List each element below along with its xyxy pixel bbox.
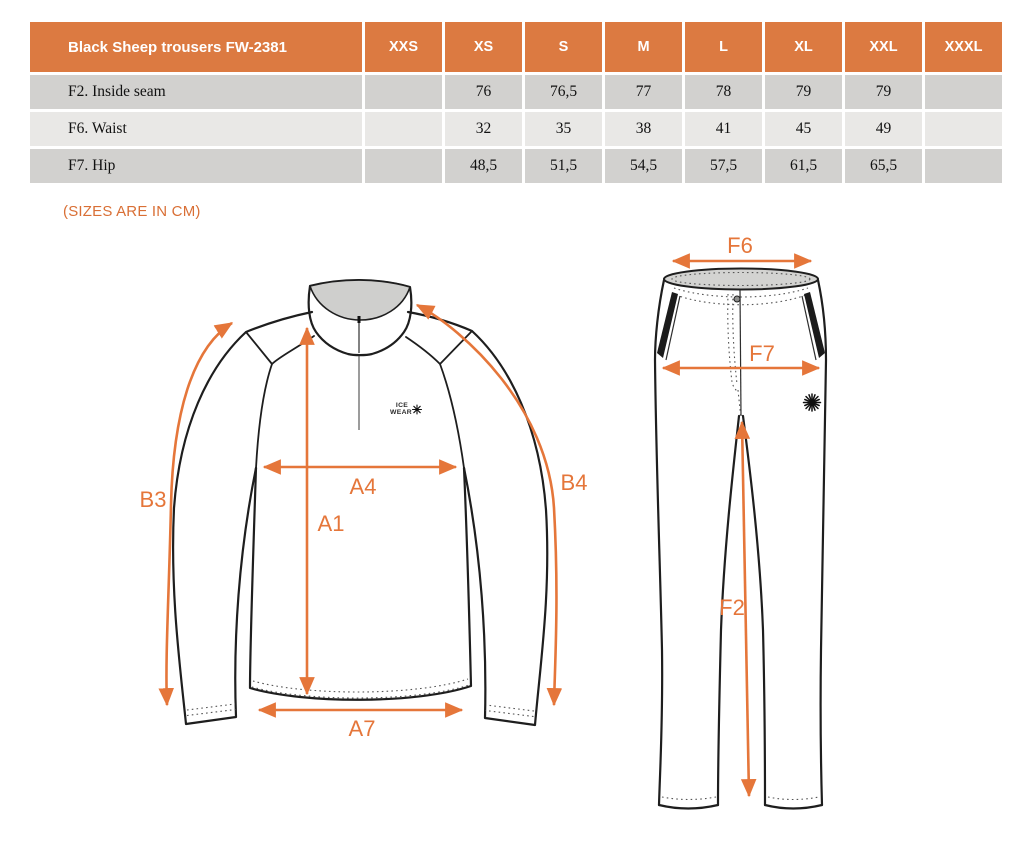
size-header-s: S [525, 22, 602, 72]
size-header-xxl: XXL [845, 22, 922, 72]
waist-button [734, 296, 740, 302]
size-header-xl: XL [765, 22, 842, 72]
shirt-measurement-diagram [120, 260, 620, 760]
logo-line2: WEAR [390, 409, 412, 416]
logo-line1: ICE [395, 402, 409, 409]
table-row-inside-seam [30, 75, 1002, 109]
arrow-b3 [166, 323, 232, 705]
cell-inside-seam-xxxl [925, 75, 1002, 109]
label-a4: A4 [349, 474, 377, 499]
shirt-outline [173, 280, 547, 725]
cell-waist-xl: 45 [765, 112, 842, 146]
icewear-logo [390, 402, 421, 416]
row-label-inside-seam: F2. Inside seam [30, 75, 362, 109]
cell-hip-s: 51,5 [525, 149, 602, 183]
size-header-l: L [685, 22, 762, 72]
cell-hip-xs: 48,5 [445, 149, 522, 183]
cell-waist-xxl: 49 [845, 112, 922, 146]
arrow-b4 [417, 305, 556, 705]
cell-inside-seam-m: 77 [605, 75, 682, 109]
cell-inside-seam-l: 78 [685, 75, 762, 109]
table-header-row [30, 22, 1002, 72]
row-label-hip: F7. Hip [30, 149, 362, 183]
cell-hip-xxl: 65,5 [845, 149, 922, 183]
size-table [27, 19, 1005, 186]
size-header-xs: XS [445, 22, 522, 72]
cell-waist-m: 38 [605, 112, 682, 146]
trousers-measure-arrows [663, 233, 819, 796]
cell-waist-xxxl [925, 112, 1002, 146]
cell-waist-xxs [365, 112, 442, 146]
sizes-note: (SIZES ARE IN CM) [63, 203, 201, 220]
trousers-snowflake-icon [804, 394, 821, 411]
size-header-m: M [605, 22, 682, 72]
label-f6: F6 [727, 233, 753, 258]
label-a7: A7 [348, 716, 376, 741]
cell-waist-xs: 32 [445, 112, 522, 146]
cell-hip-l: 57,5 [685, 149, 762, 183]
label-b3: B3 [139, 487, 167, 512]
label-a1: A1 [317, 511, 345, 536]
cell-inside-seam-s: 76,5 [525, 75, 602, 109]
size-header-xxs: XXS [365, 22, 442, 72]
cell-waist-l: 41 [685, 112, 762, 146]
cell-inside-seam-xxs [365, 75, 442, 109]
table-title: Black Sheep trousers FW-2381 [30, 22, 362, 72]
row-label-waist: F6. Waist [30, 112, 362, 146]
shirt-measure-arrows [140, 305, 588, 741]
trousers-measurement-diagram [620, 230, 940, 849]
table-row-hip [30, 149, 1002, 183]
size-header-xxxl: XXXL [925, 22, 1002, 72]
logo-snowflake-icon [413, 405, 422, 414]
cell-inside-seam-xs: 76 [445, 75, 522, 109]
cell-inside-seam-xxl: 79 [845, 75, 922, 109]
cell-hip-m: 54,5 [605, 149, 682, 183]
label-f2: F2 [719, 595, 745, 620]
table-row-waist [30, 112, 1002, 146]
cell-waist-s: 35 [525, 112, 602, 146]
cell-hip-xxs [365, 149, 442, 183]
cell-inside-seam-xl: 79 [765, 75, 842, 109]
cell-hip-xxxl [925, 149, 1002, 183]
trousers-outline [655, 269, 826, 809]
label-f7: F7 [749, 341, 775, 366]
label-b4: B4 [560, 470, 588, 495]
cell-hip-xl: 61,5 [765, 149, 842, 183]
